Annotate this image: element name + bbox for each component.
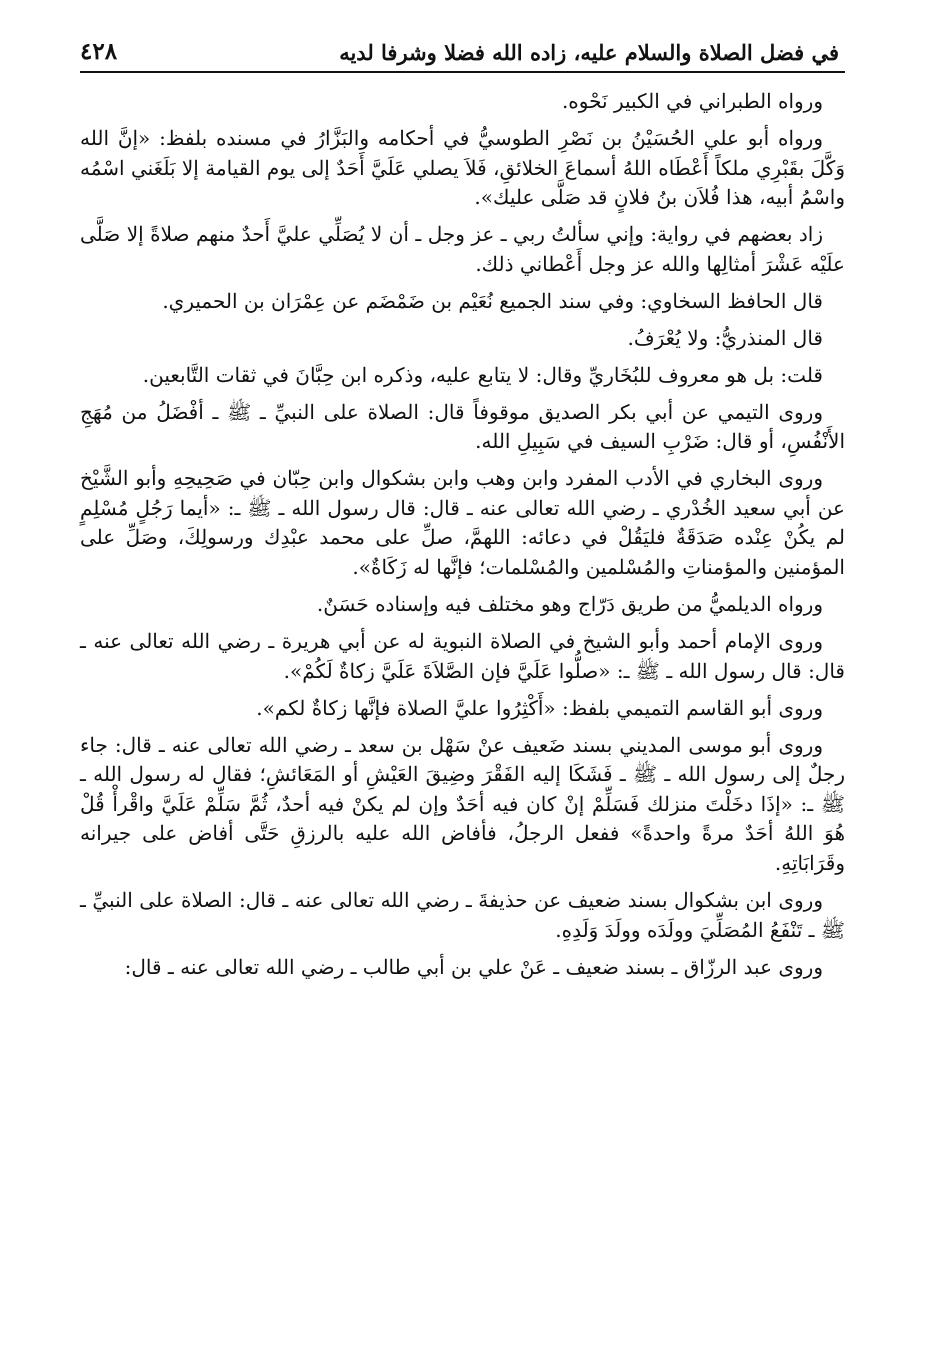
paragraph: ورواه أبو علي الحُسَيْنُ بن نَصْرِ الطوسيُّ في أحكامه والبَزَّارُ في مسنده بلفظ: «إنَّ الله وَكَّلَ بقَبْرِي ملكاً أَعْطَاه اللهُ أسماعَ الخلائقِ، فَلاَ يصلي عَلَيَّ أَحَدٌ إلى يوم القيامة إلا بَلَغَني اسْمُه واسْمُ أبيه، هذا فُلاَن بنُ فلانٍ قد صَلَّى عليك». [80,125,845,210]
paragraph: وروى الإمام أحمد وأبو الشيخ في الصلاة النبوية له عن أبي هريرة ـ رضي الله تعالى عنه ـ قال: قال رسول الله ـ ﷺ ـ: «صلُّوا عَلَيَّ فإن الصَّلاَةَ عَلَيَّ زكاةٌ لَكُمْ». [80,629,845,683]
body-text [80,87,845,982]
paragraph: زاد بعضهم في رواية: وإني سألتُ ربي ـ عز وجل ـ أن لا يُصَلِّي عليَّ أَحدٌ منهم صلاةً إلا صَلَّى علَيْه عَشْرَ أمثالِها والله عز وجل أَعْطاني ذلك. [80,222,845,276]
running-head [80,38,845,73]
paragraph: وروى التيمي عن أبي بكر الصديق موقوفاً قال: الصلاة على النبيِّ ـ ﷺ ـ أفْضَلُ من مُهَجِ الأَنْفُسِ، أو قال: ضَرْبِ السيف في سَبِيلِ الله. [80,399,845,454]
paragraph: قلت: بل هو معروف للبُخَاريِّ وقال: لا يتابع عليه، وذكره ابن حِبَّانَ في ثقات التَّابعين. [142,362,823,387]
paragraph: قال المنذريُّ: ولا يُعْرَفُ. [627,325,823,350]
paragraph: وروى عبد الرزّاق ـ بسند ضعيف ـ عَنْ علي بن أبي طالب ـ رضي الله تعالى عنه ـ قال: [124,954,823,979]
page-number: ٤٢٨ [80,38,118,65]
paragraph: وروى ابن بشكوال بسند ضعيف عن حذيفةَ ـ رضي الله تعالى عنه ـ قال: الصلاة على النبيِّ ـ ﷺ ـ تَنْفَعُ المُصَلِّيَ وولَدَه وولَدَ وَلَدِهِ. [80,887,845,942]
paragraph: وروى البخاري في الأدب المفرد وابن وهب وابن بشكوال وابن حِبّان في صَحِيحِهِ وأبو الشَّيْخ عن أبي سعيد الخُدْري ـ رضي الله تعالى عنه ـ قال: قال رسول الله ـ ﷺ ـ: «أيما رَجُلٍ مُسْلِمٍ لم يكُنْ عِنْده صَدَقَةٌ فليَقُلْ في دعائه: اللهمَّ، صلِّ على محمد عبْدِك ورسولِكَ، وصَلِّ على المؤمنين والمؤمناتِ والمُسْلمين والمُسْلمات؛ فإنَّها له زَكَاةٌ». [80,466,845,580]
paragraph: قال الحافظ السخاوي: وفي سند الجميع نُعَيْم بن ضَمْضَم عن عِمْرَان بن الحميري. [162,288,823,313]
paragraph: ورواه الديلميُّ من طريق دَرّاج وهو مختلف فيه وإسناده حَسَنٌ. [316,592,823,617]
paragraph: وروى أبو القاسم التميمي بلفظ: «أَكْثِرُوا عليَّ الصلاة فإنَّها زكاةٌ لكم». [256,695,823,720]
running-title: في فضل الصلاة والسلام عليه، زاده الله فضلا وشرفا لديه [339,40,839,65]
paragraph: وروى أبو موسى المديني بسند ضَعيف عنْ سَهْل بن سعد ـ رضي الله تعالى عنه ـ قال: جاء رجلٌ إلى رسول الله ـ ﷺ ـ فَشَكَا إليه الفَقْرَ وضِيقَ العَيْشِ أو المَعَائشِ؛ فقال له رسول الله ـ ﷺ ـ: «إذَا دخَلْتَ منزلك فَسَلِّمْ إنْ كان فيه أحَدٌ وإن لم يكنْ فيه أحدٌ، ثُمَّ سَلِّمْ عَلَيَّ واقْرأْ قُلْ هُوَ اللهُ أحَدٌ مرةً واحدةً» ففعل الرجلُ، فأفاض الله عليه بالرزقِ حَتَّى أفاض على جيرانه وقَرَابَاتِهِ. [80,732,845,875]
paragraph: ورواه الطبراني في الكبير نَحْوه. [561,89,823,113]
